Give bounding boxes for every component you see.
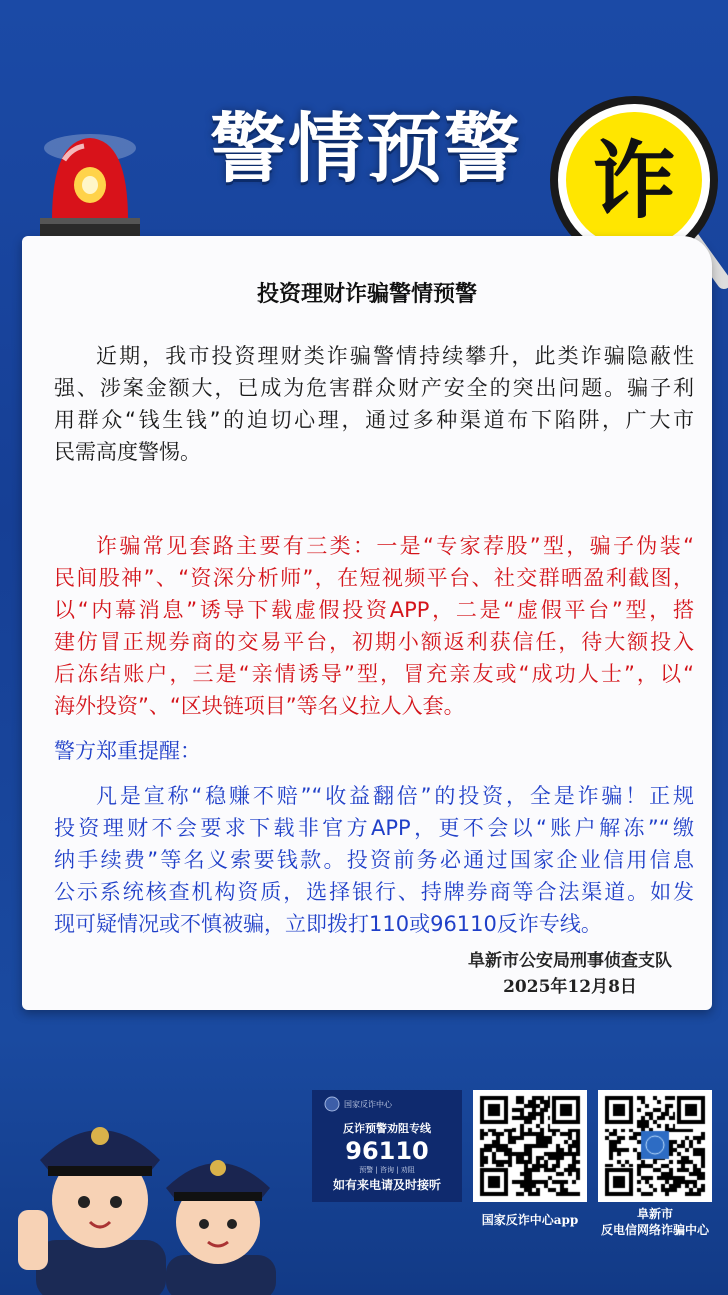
text-line: 强、涉案金额大，已成为危害群众财产安全的突出问题。骗子利 [54,376,694,400]
text-line: 民需高度警惕。 [54,440,201,464]
text-line: 纳手续费”等名义索要钱款。投资前务必通过国家企业信用信息 [54,848,694,872]
qr-code-app[interactable] [473,1090,587,1202]
text-line: 近期，我市投资理财类诈骗警情持续攀升，此类诈骗隐蔽性 [96,344,694,368]
paragraph-tactics [54,530,694,722]
qr-code-image [478,1095,582,1197]
reminder-heading: 警方郑重提醒： [54,739,201,763]
hotline-note: 如有来电请及时接听 [332,1178,441,1192]
paragraph-reminder [54,780,694,940]
text-line: 投资理财不会要求下载非官方APP，更不会以“账户解冻”“缴 [54,816,694,840]
text-line: 公示系统核查机构资质，选择银行、持牌券商等合法渠道。如发 [54,880,694,904]
anti-fraud-center-logo-icon [324,1096,340,1112]
text-line: 凡是宣称“稳赚不赔”“收益翻倍”的投资，全是诈骗！正规 [96,784,694,808]
siren-icon [34,130,146,248]
qr-code-fuxin-center[interactable] [598,1090,712,1202]
date: 2025年12月8日 [503,977,637,997]
text-line: 建仿冒正规券商的交易平台，初期小额返利获信任，待大额投入 [54,630,694,654]
notice-title: 投资理财诈骗警情预警 [256,281,477,307]
signature-block [468,948,672,1000]
signature: 阜新市公安局刑事侦查支队 [468,951,672,971]
qr-code-image [603,1095,707,1197]
hotline-sub: 预警 | 咨询 | 劝阻 [359,1166,415,1174]
text-line: 用群众“钱生钱”的迫切心理，通过多种渠道布下陷阱，广大市 [54,408,694,432]
police-mascots-illustration [18,1090,298,1295]
text-line: 现可疑情况或不慎被骗，立即拨打110或96110反诈专线。 [54,912,602,936]
text-line: 民间股神”、“资深分析师”，在短视频平台、社交群晒盈利截图， [54,566,694,590]
qr2-caption-line: 反电信网络诈骗中心 [600,1223,709,1237]
hotline-label: 反诈预警劝阻专线 [343,1122,431,1135]
fraud-char: 诈 [591,132,677,230]
qr1-caption: 国家反诈中心app [481,1213,579,1227]
hotline-org: 国家反诈中心 [344,1100,392,1109]
hotline-banner [312,1090,462,1202]
qr2-caption [585,1206,725,1238]
text-line: 后冻结账户，三是“亲情诱导”型，冒充亲友或“成功人士”，以“ [54,662,694,686]
page-title: 警情预警 [210,104,522,193]
hotline-number[interactable]: 96110 [345,1137,429,1165]
qr2-caption-line: 阜新市 [636,1207,673,1221]
text-line: 诈骗常见套路主要有三类：一是“专家荐股”型，骗子伪装“ [96,534,694,558]
paragraph-intro [54,340,694,468]
text-line: 海外投资”、“区块链项目”等名义拉人入套。 [54,694,465,718]
text-line: 以“内幕消息”诱导下载虚假投资APP，二是“虚假平台”型，搭 [54,598,694,622]
notice-card [22,236,712,1010]
